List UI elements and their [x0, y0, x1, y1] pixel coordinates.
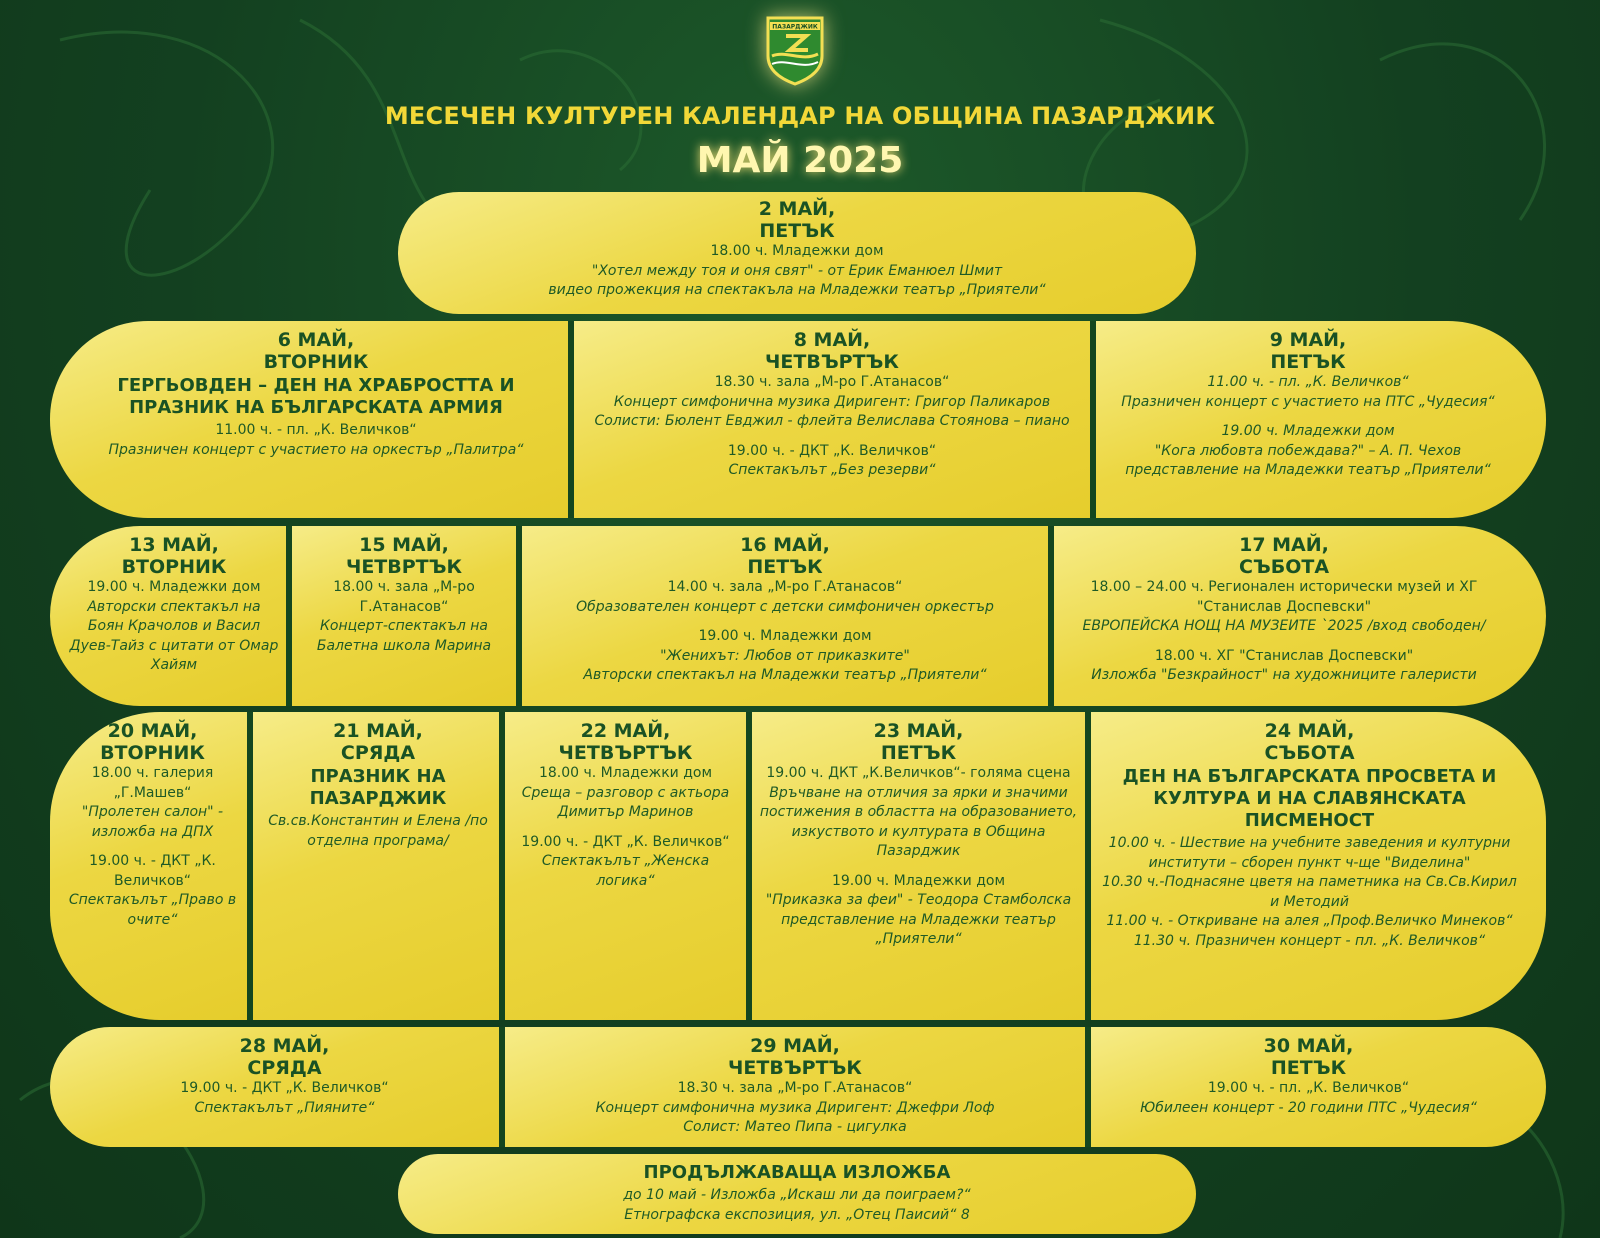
calendar-row — [50, 321, 1546, 518]
crest-logo-text: ПАЗАРДЖИК — [772, 23, 818, 31]
page-title: МЕСЕЧЕН КУЛТУРЕН КАЛЕНДАР НА ОБЩИНА ПАЗАРДЖИК — [384, 102, 1216, 130]
event-date: 16 МАЙ, — [740, 534, 830, 556]
event-description: ЕВРОПЕЙСКА НОЩ НА МУЗЕИТЕ `2025 /вход свободен/ — [1082, 618, 1486, 634]
event-time-venue: 18.00 ч. зала „М-ро Г.Атанасов“ — [333, 579, 475, 615]
day-card — [499, 1027, 1085, 1147]
event-description: Авторски спектакъл на Младежки театър „Приятели“ — [583, 667, 987, 683]
day-card — [1048, 526, 1546, 706]
holiday-title: ПРАЗНИК НА ПАЗАРДЖИК — [309, 766, 447, 809]
event-block — [458, 242, 1136, 301]
event-time-venue: 18.00 – 24.00 ч. Регионален исторически музей и ХГ "Станислав Доспевски" — [1090, 579, 1478, 615]
event-description: Образователен концерт с детски симфоничен оркестър — [576, 598, 994, 615]
event-description: 10.30 ч.-Поднасяне цветя на паметника на Св.Св.Кирил и Методий — [1102, 874, 1517, 910]
event-description: Концерт-спектакъл на Балетна школа Марина — [316, 618, 492, 654]
event-description: до 10 май - Изложба „Искаш ли да поиграем?“ — [623, 1187, 971, 1203]
event-weekday: ВТОРНИК — [100, 742, 205, 764]
event-time-venue: 19.00 ч. - ДКТ „К. Величков“ — [727, 442, 937, 459]
event-description: Празничен концерт с участието на ПТС „Чудесия“ — [1121, 393, 1495, 410]
event-block — [1104, 373, 1512, 412]
holiday-title: ПРОДЪЛЖАВАЩА ИЗЛОЖБА — [643, 1162, 951, 1183]
event-weekday: ЧЕТВЪРТЪК — [728, 1057, 862, 1079]
calendar-row — [398, 1154, 1196, 1234]
event-time-venue: 19.00 ч. ДКТ „К.Величков“- голяма сцена — [766, 765, 1071, 781]
event-time-venue: 19.00 ч. - ДКТ „К. Величков“ — [521, 833, 730, 850]
event-time-venue: 19.00 ч. - ДКТ „К. Величков“ — [180, 1080, 389, 1096]
day-card — [286, 526, 516, 706]
day-card — [568, 321, 1090, 518]
event-date: 6 МАЙ, — [277, 329, 355, 351]
event-block — [1097, 834, 1522, 951]
event-description: представление на Младежки театър „Приятели“ — [781, 911, 1056, 947]
event-weekday: ВТОРНИК — [263, 351, 369, 373]
event-date: 8 МАЙ, — [793, 329, 871, 351]
calendar-row — [50, 712, 1546, 1020]
day-card — [50, 1027, 499, 1147]
event-time-venue: 19.00 ч. Младежки дом — [831, 872, 1006, 889]
event-time-venue: 19.00 ч. Младежки дом — [87, 579, 261, 595]
event-block — [1062, 578, 1506, 637]
event-description: Среща – разговор с актьора Димитър Маринов — [521, 784, 730, 820]
municipality-crest-logo — [766, 16, 824, 86]
event-block — [438, 1186, 1156, 1225]
event-weekday: ЧЕТВРТЪК — [345, 556, 463, 578]
event-time-venue: 19.00 ч. - пл. „К. Величков“ — [1207, 1080, 1410, 1096]
event-time-venue: 19.00 ч. - ДКТ „К. Величков“ — [89, 853, 216, 889]
event-description: Празничен концерт с участието на оркестър „Палитра“ — [108, 441, 524, 458]
event-block — [72, 421, 560, 460]
event-time-venue: 18.30 ч. зала „М-ро Г.Атанасов“ — [677, 1080, 913, 1096]
event-description: Етнографска експозиция, ул. „Отец Паисий“ 8 — [624, 1206, 970, 1223]
event-description: 11.30 ч. Празничен концерт - пл. „К. Величков“ — [1133, 932, 1486, 949]
event-description: Изложба "Безкрайност" на художниците галеристи — [1091, 667, 1477, 683]
event-weekday: ЧЕТВЪРТЪК — [558, 742, 693, 764]
day-card — [1090, 321, 1546, 518]
day-card — [516, 526, 1048, 706]
event-description: представление на Младежки театър „Приятели“ — [1125, 462, 1491, 478]
day-card — [50, 712, 247, 1020]
event-date: 21 МАЙ, — [333, 720, 423, 742]
event-description: Св.св.Константин и Елена /по отделна програма/ — [268, 813, 488, 849]
event-date: 9 МАЙ, — [1269, 329, 1347, 351]
event-weekday: ПЕТЪК — [1270, 1057, 1347, 1079]
event-date: 17 МАЙ, — [1239, 534, 1329, 556]
event-weekday: СРЯДА — [340, 742, 416, 764]
event-description: видео прожекция на спектакъла на Младежки театър „Приятели“ — [548, 282, 1046, 298]
event-description: Спектакълът „Право в очите“ — [68, 892, 237, 928]
event-block — [515, 1079, 1075, 1138]
event-time-venue: 18.00 ч. Младежки дом — [710, 243, 884, 259]
event-date: 23 МАЙ, — [873, 720, 964, 742]
event-description: Юбилеен концерт - 20 години ПТС „Чудесия“ — [1140, 1099, 1477, 1116]
event-date: 15 МАЙ, — [359, 534, 449, 556]
event-date: 2 МАЙ, — [758, 198, 836, 220]
holiday-title: ГЕРГЬОВДЕН – ДЕН НА ХРАБРОСТТА И ПРАЗНИК НА БЪЛГАРСКАТА АРМИЯ — [117, 375, 515, 418]
day-card — [499, 712, 746, 1020]
event-weekday: ПЕТЪК — [1270, 351, 1346, 373]
event-description: 11.00 ч. - пл. „К. Величков“ — [1207, 374, 1409, 390]
event-date: 24 МАЙ, — [1264, 720, 1355, 742]
event-block — [532, 627, 1038, 686]
event-date: 13 МАЙ, — [129, 534, 219, 556]
event-weekday: ПЕТЪК — [880, 742, 957, 764]
event-block — [80, 1079, 489, 1118]
event-block — [511, 833, 740, 892]
day-card — [1085, 1027, 1546, 1147]
event-description: "Пролетен салон" - изложба на ДПХ — [81, 804, 224, 840]
event-block — [758, 764, 1079, 862]
event-block — [511, 764, 740, 823]
calendar-row — [50, 526, 1546, 706]
day-card — [746, 712, 1085, 1020]
event-time-venue: 18.00 ч. ХГ "Станислав Доспевски" — [1154, 647, 1414, 664]
event-block — [68, 578, 280, 676]
event-weekday: ЧЕТВЪРТЪК — [765, 351, 899, 373]
month-title: МАЙ 2025 — [696, 140, 904, 181]
event-description: Концерт симфонична музика Диригент: Джефри Лоф — [595, 1099, 995, 1116]
event-description: "Хотел между тоя и оня свят" - от Ерик Еманюел Шмит — [591, 262, 1003, 279]
event-date: 20 МАЙ, — [107, 720, 198, 742]
event-block — [1101, 1079, 1516, 1118]
calendar-row — [398, 192, 1196, 314]
day-card — [247, 712, 499, 1020]
event-description: Солист: Матео Пипа - цигулка — [683, 1119, 907, 1135]
day-card — [1085, 712, 1546, 1020]
event-date: 28 МАЙ, — [239, 1035, 330, 1057]
event-block — [263, 812, 493, 851]
event-description: Концерт симфонична музика Диригент: Григор Паликаров — [613, 393, 1051, 410]
event-date: 29 МАЙ, — [750, 1035, 840, 1057]
event-time-venue: 19.00 ч. Младежки дом — [698, 628, 872, 644]
calendar-row — [50, 1027, 1546, 1147]
event-block — [64, 852, 241, 930]
event-block — [1062, 647, 1506, 686]
event-block — [532, 578, 1038, 617]
day-card — [398, 1154, 1196, 1234]
event-description: 10.00 ч. - Шествие на учебните заведения и културни институти – сборен пункт ч-ще "Виделина" — [1108, 835, 1511, 871]
event-description: "Кога любовта побеждава?" – А. П. Чехов — [1154, 442, 1462, 459]
event-block — [64, 764, 241, 842]
event-time-venue: 14.00 ч. зала „М-ро Г.Атанасов“ — [667, 579, 903, 595]
event-time-venue: 18.30 ч. зала „М-ро Г.Атанасов“ — [714, 374, 950, 390]
event-weekday: ПЕТЪК — [747, 556, 823, 578]
event-time-venue: 11.00 ч. - пл. „К. Величков“ — [215, 422, 417, 438]
day-card — [398, 192, 1196, 314]
event-description: Солисти: Бюлент Евджил - флейта Велислава Стоянова – пиано — [594, 413, 1070, 429]
event-weekday: СРЯДА — [247, 1057, 322, 1079]
event-date: 30 МАЙ, — [1263, 1035, 1354, 1057]
event-date: 22 МАЙ, — [580, 720, 671, 742]
event-description: 11.00 ч. - Откриване на алея „Проф.Величко Минеков“ — [1106, 913, 1513, 929]
day-card — [50, 526, 286, 706]
event-weekday: СЪБОТА — [1238, 556, 1330, 578]
day-card — [50, 321, 568, 518]
holiday-title: ДЕН НА БЪЛГАРСКАТА ПРОСВЕТА И КУЛТУРА И НА СЛАВЯНСКАТА ПИСМЕНОСТ — [1122, 766, 1497, 831]
event-weekday: ВТОРНИК — [121, 556, 227, 578]
event-block — [298, 578, 510, 656]
event-description: Спектакълът „Без резерви“ — [728, 462, 936, 478]
event-weekday: ПЕТЪК — [759, 220, 835, 242]
event-description: Авторски спектакъл на Боян Крачолов и Васил Дуев-Тайз с цитати от Омар Хайям — [69, 598, 279, 673]
event-description: 19.00 ч. Младежки дом — [1221, 423, 1395, 439]
event-description: Спектакълът „Пияните“ — [194, 1099, 375, 1116]
event-description: Спектакълът „Женска логика“ — [541, 853, 710, 889]
event-block — [582, 442, 1082, 481]
event-description: Връчване на отличия за ярки и значими постижения в областта на образованието, изкуството и културата в Община Пазарджик — [759, 784, 1078, 859]
event-description: "Женихът: Любов от приказките" — [660, 647, 910, 664]
event-weekday: СЪБОТА — [1264, 742, 1355, 764]
event-block — [758, 872, 1079, 950]
event-time-venue: 18.00 ч. галерия „Г.Машев“ — [91, 765, 214, 801]
event-description: "Приказка за феи" - Теодора Стамболска — [765, 892, 1072, 908]
event-time-venue: 18.00 ч. Младежки дом — [538, 765, 713, 781]
event-block — [582, 373, 1082, 432]
event-block — [1104, 422, 1512, 481]
